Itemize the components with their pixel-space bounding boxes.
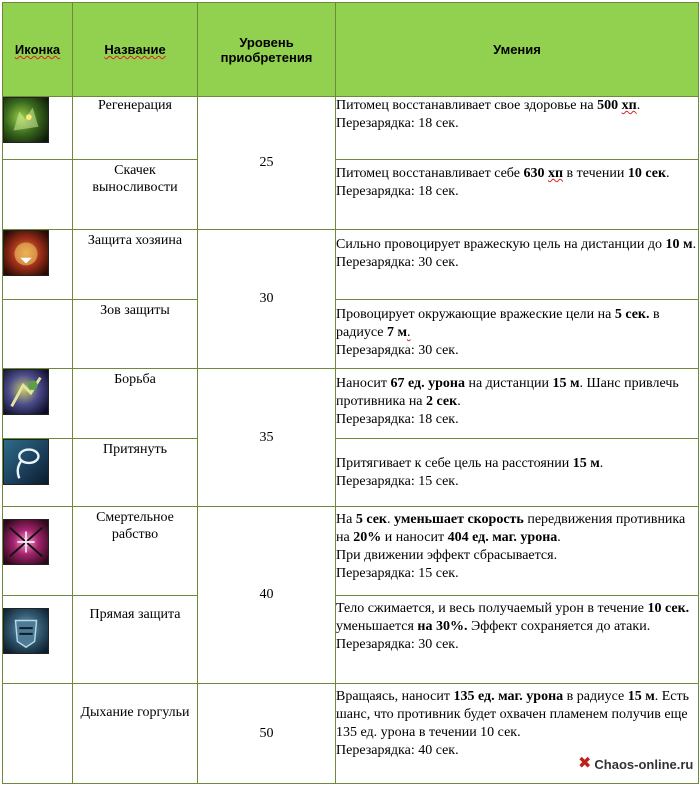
description-text: . Шанс привлечь противника на [336, 376, 679, 409]
description-text: 15 м [627, 689, 655, 704]
description-text: . Есть шанс, что противник будет охвачен пламенем получив еще 135 ед. урона в течении 10 сек. [336, 689, 690, 740]
skill-description [336, 230, 699, 300]
description-text: 15 м [552, 376, 580, 391]
description-text: Вращаясь, наносит [336, 689, 454, 704]
skill-name: Борьба [73, 369, 198, 439]
description-text: Питомец восстанавливает себе [336, 166, 524, 181]
lasso-icon [3, 439, 49, 485]
description-text: Перезарядка: 30 сек. [336, 343, 459, 358]
skill-name: Дыхание горгульи [73, 684, 198, 784]
skill-name: Регенерация [73, 97, 198, 160]
description-text: 5 сек [355, 512, 387, 527]
description-text: Тело сжимается, и весь получаемый урон в течение [336, 601, 648, 616]
description-text: На [336, 512, 356, 527]
description-text: 67 ед. урона [390, 376, 465, 391]
skill-name: Прямая защита [73, 596, 198, 684]
table-row [3, 97, 699, 160]
description-text: Перезарядка: 18 сек. [336, 184, 459, 199]
skill-description [336, 97, 699, 160]
description-text: в течении [563, 166, 628, 181]
skill-description [336, 596, 699, 684]
description-text: 5 сек. [614, 307, 650, 322]
skill-name: Смертельное рабство [73, 507, 198, 596]
description-text: Перезарядка: 15 сек. [336, 474, 459, 489]
description-text: Притягивает к себе цель на расстоянии [336, 456, 573, 471]
description-text: хп [621, 98, 637, 113]
table-row [3, 369, 699, 439]
description-text: Сильно провоцирует вражескую цель на дистанции до [336, 237, 666, 252]
guard-icon [3, 608, 49, 654]
description-text: 10 м [665, 237, 693, 252]
description-text: Перезарядка: 30 сек. [336, 255, 459, 270]
chains-icon [3, 519, 49, 565]
description-text: и наносит [381, 530, 448, 545]
description-text: 2 сек [426, 394, 458, 409]
skill-name: Скачек выносливости [73, 160, 198, 230]
description-text: в радиусе [563, 689, 628, 704]
description-text: 7 м [386, 325, 407, 340]
header-name: Название [73, 3, 198, 97]
fight-icon [3, 369, 49, 415]
watermark-text: Chaos-online.ru [594, 756, 694, 772]
description-text: передвижения противника на [336, 512, 686, 545]
description-text: Перезарядка: 18 сек. [336, 412, 459, 427]
description-text: 500 [597, 98, 619, 113]
header-icon: Иконка [3, 3, 73, 97]
skill-name: Защита хозяина [73, 230, 198, 300]
skill-level: 40 [198, 507, 336, 684]
description-text: Перезарядка: 15 сек. [336, 566, 459, 581]
table-row [3, 160, 699, 230]
header-level: Уровень приобретения [198, 3, 336, 97]
skill-description [336, 369, 699, 439]
table-row [3, 300, 699, 369]
description-text: . [406, 325, 411, 340]
description-text: . [457, 394, 461, 409]
skill-level: 35 [198, 369, 336, 507]
description-text: При движении эффект сбрасывается. [336, 548, 558, 563]
description-text: 630 [523, 166, 545, 181]
wolf-icon [3, 97, 49, 143]
lion-icon [3, 230, 49, 276]
description-text: . [636, 98, 641, 113]
table-row [3, 507, 699, 596]
description-text: 135 ед. маг. урона [453, 689, 564, 704]
description-text: . [666, 166, 670, 181]
header-skills: Умения [336, 3, 699, 97]
description-text: 15 м [572, 456, 600, 471]
description-text: Перезарядка: 40 сек. [336, 743, 459, 758]
skill-level: 30 [198, 230, 336, 369]
description-text: уменьшается [336, 619, 418, 634]
skill-name: Притянуть [73, 439, 198, 507]
description-text: Эффект сохраняется до атаки. [467, 619, 651, 634]
description-text: Наносит [336, 376, 391, 391]
description-text: 10 сек. [647, 601, 690, 616]
header-row [3, 3, 699, 97]
description-text: Перезарядка: 18 сек. [336, 116, 459, 131]
description-text: Провоцирует окружающие вражеские цели на [336, 307, 615, 322]
table-row [3, 596, 699, 684]
description-text: . [387, 512, 394, 527]
description-text: хп [547, 166, 564, 181]
description-text: . [599, 456, 604, 471]
table-row [3, 439, 699, 507]
description-text: 404 ед. маг. урона [447, 530, 558, 545]
skill-description [336, 300, 699, 369]
skill-description [336, 160, 699, 230]
skill-description [336, 439, 699, 507]
description-text: на 30%. [417, 619, 468, 634]
skill-level: 50 [198, 684, 336, 784]
skill-level: 25 [198, 97, 336, 230]
table-row [3, 230, 699, 300]
description-text: в радиусе [336, 307, 660, 340]
description-text: уменьшает скорость [394, 512, 524, 527]
skills-table [2, 2, 699, 784]
description-text: 10 сек [627, 166, 667, 181]
skill-description [336, 507, 699, 596]
description-text: Питомец восстанавливает свое здоровье на [336, 98, 598, 113]
description-text: . [557, 530, 561, 545]
description-text: . [692, 237, 697, 252]
description-text: на дистанции [464, 376, 553, 391]
description-text: 20% [353, 530, 382, 545]
description-text: Перезарядка: 30 сек. [336, 637, 459, 652]
skill-name: Зов защиты [73, 300, 198, 369]
close-x-icon: ✖ [578, 755, 592, 772]
site-watermark [578, 756, 693, 772]
